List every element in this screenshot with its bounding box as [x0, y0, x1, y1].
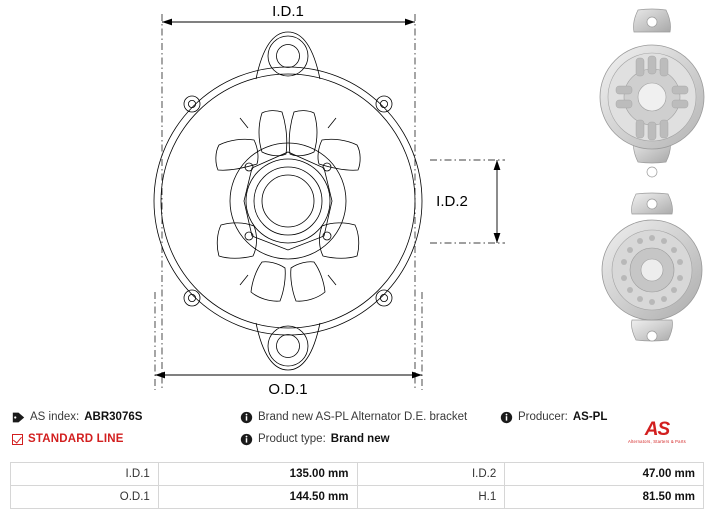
standard-line-cell [12, 433, 240, 445]
table-row [11, 463, 704, 486]
as-index-value: ABR3076S [84, 411, 143, 423]
spec-value-h1: 81.50 mm [505, 486, 704, 509]
as-index-label: AS index: [30, 411, 80, 423]
as-index-cell [12, 411, 240, 424]
specifications-table [10, 462, 704, 509]
info-row-2 [12, 428, 702, 450]
producer-value: AS-PL [572, 411, 608, 423]
as-pl-logo-text: AS [644, 419, 670, 440]
spec-value-id1: 135.00 mm [158, 463, 357, 486]
as-pl-logo [614, 420, 700, 444]
product-type-label: Product type: [258, 433, 326, 445]
info-circle-icon [500, 411, 513, 424]
description-cell [240, 411, 500, 424]
spec-key-h1: H.1 [357, 486, 505, 509]
info-circle-icon [240, 433, 253, 446]
producer-label: Producer: [518, 411, 568, 423]
description-text: Brand new AS-PL Alternator D.E. bracket [258, 411, 468, 423]
tag-icon [12, 411, 25, 424]
product-type-value: Brand new [330, 433, 390, 445]
product-info-block [0, 398, 714, 460]
alternator-bracket-photo-top [598, 8, 706, 186]
info-circle-icon [240, 411, 253, 424]
check-box-icon [12, 434, 23, 445]
as-pl-logo-tagline: Alternators, Starters & Parts [628, 439, 686, 444]
spec-value-id2: 47.00 mm [505, 463, 704, 486]
spec-key-od1: O.D.1 [11, 486, 159, 509]
spec-value-od1: 144.50 mm [158, 486, 357, 509]
alternator-bracket-photo-bottom [598, 192, 706, 352]
table-row [11, 486, 704, 509]
dim-label-id1: I.D.1 [272, 3, 304, 20]
spec-key-id1: I.D.1 [11, 463, 159, 486]
spec-key-id2: I.D.2 [357, 463, 505, 486]
info-row-1 [12, 406, 702, 428]
product-type-cell [240, 433, 500, 446]
product-photos [590, 0, 714, 398]
standard-line-label: STANDARD LINE [28, 433, 124, 445]
dim-label-od1: O.D.1 [268, 381, 308, 398]
dim-label-id2: I.D.2 [436, 193, 468, 210]
